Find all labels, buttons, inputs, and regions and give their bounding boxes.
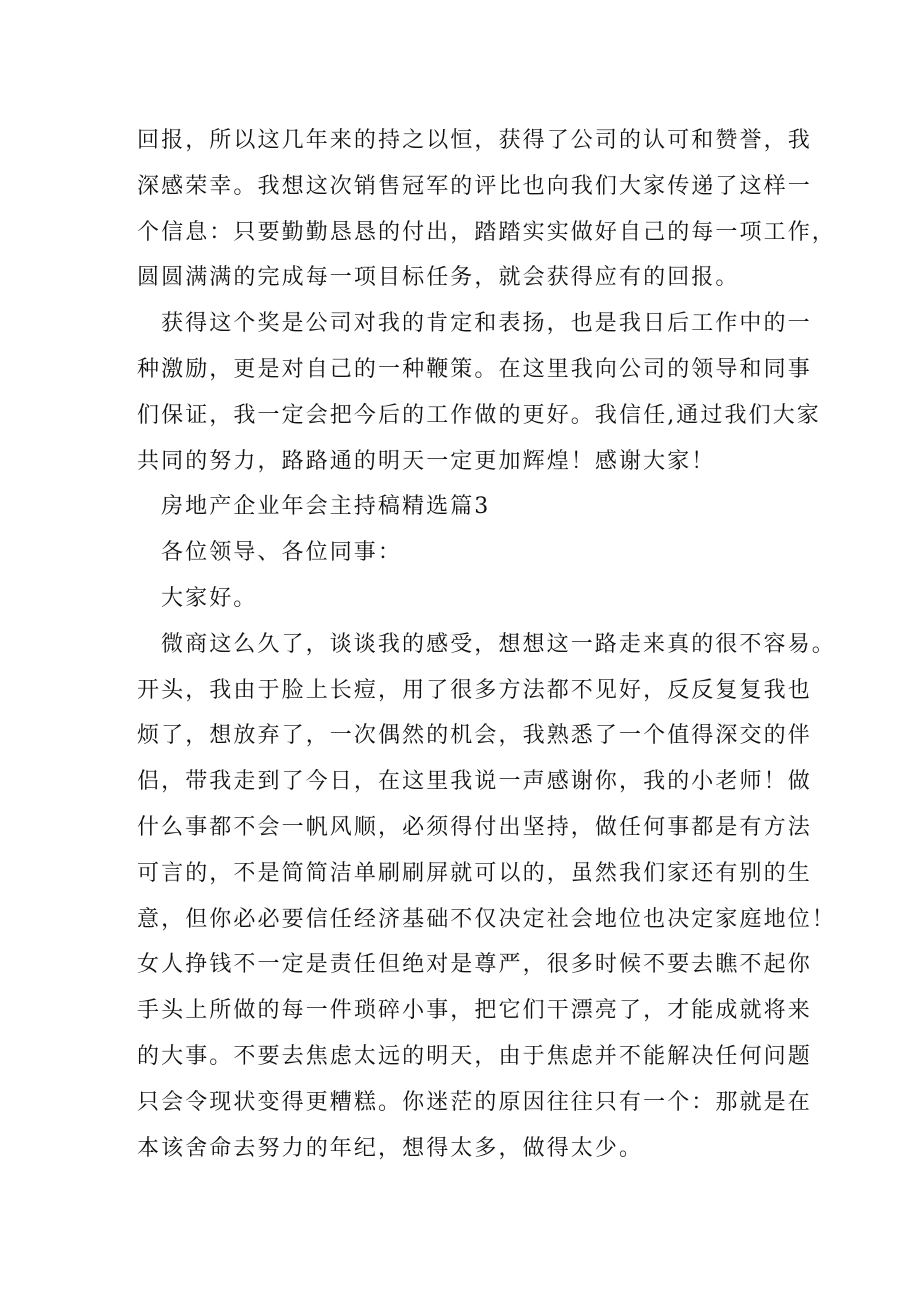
document-body — [137, 118, 836, 1171]
text-line: 房地产企业年会主持稿精选篇3 — [161, 494, 491, 520]
text-line: 们保证，我一定会把今后的工作做的更好。我信任,通过我们大家 — [137, 402, 821, 428]
paragraph — [137, 530, 807, 576]
text-line: 开头，我由于脸上长痘，用了很多方法都不见好，反反复复我也 — [137, 677, 812, 703]
text-line: 回报，所以这几年来的持之以恒，获得了公司的认可和赞誉，我 — [137, 128, 812, 153]
text-line: 侣，带我走到了今日，在这里我说一声感谢你，我的小老师！做 — [137, 769, 812, 795]
text-line: 获得这个奖是公司对我的肯定和表扬，也是我日后工作中的一 — [161, 311, 812, 337]
text-line: 圆圆满满的完成每一项目标任务，就会获得应有的回报。 — [137, 265, 740, 291]
text-line: 可言的，不是简简洁单刷刷屏就可以的，虽然我们家还有别的生 — [137, 860, 812, 886]
text-line: 什么事都不会一帆风顺，必须得付出坚持，做任何事都是有方法 — [137, 814, 812, 840]
text-line: 微商这么久了，谈谈我的感受，想想这一路走来真的很不容易。 — [161, 631, 836, 657]
text-line: 种激励，更是对自己的一种鞭策。在这里我向公司的领导和同事 — [137, 356, 812, 382]
text-line: 意，但你必必要信任经济基础不仅决定社会地位也决定家庭地位！ — [137, 906, 836, 932]
text-line: 只会令现状变得更糟糕。你迷茫的原因往往只有一个：那就是在 — [137, 1089, 812, 1115]
text-line: 烦了，想放弃了，一次偶然的机会，我熟悉了一个值得深交的伴 — [137, 723, 812, 749]
text-line: 手头上所做的每一件琐碎小事，把它们干漂亮了，才能成就将来 — [137, 998, 812, 1024]
paragraph — [137, 118, 836, 301]
text-line: 个信息：只要勤勤恳恳的付出，踏踏实实做好自己的每一项工作， — [137, 219, 836, 245]
text-line: 大家好。 — [161, 585, 258, 611]
paragraph — [137, 622, 836, 1172]
paragraph — [137, 301, 821, 484]
text-line: 各位领导、各位同事： — [161, 540, 403, 566]
text-line: 共同的努力，路路通的明天一定更加辉煌！感谢大家！ — [137, 448, 716, 474]
text-line: 本该舍命去努力的年纪，想得太多，做得太少。 — [137, 1135, 644, 1161]
paragraph — [137, 576, 807, 622]
paragraph — [137, 484, 807, 530]
text-line: 的大事。不要去焦虑太远的明天，由于焦虑并不能解决任何问题 — [137, 1043, 812, 1069]
text-line: 深感荣幸。我想这次销售冠军的评比也向我们大家传递了这样一 — [137, 173, 812, 199]
text-line: 女人挣钱不一定是责任但绝对是尊严，很多时候不要去瞧不起你 — [137, 952, 812, 978]
